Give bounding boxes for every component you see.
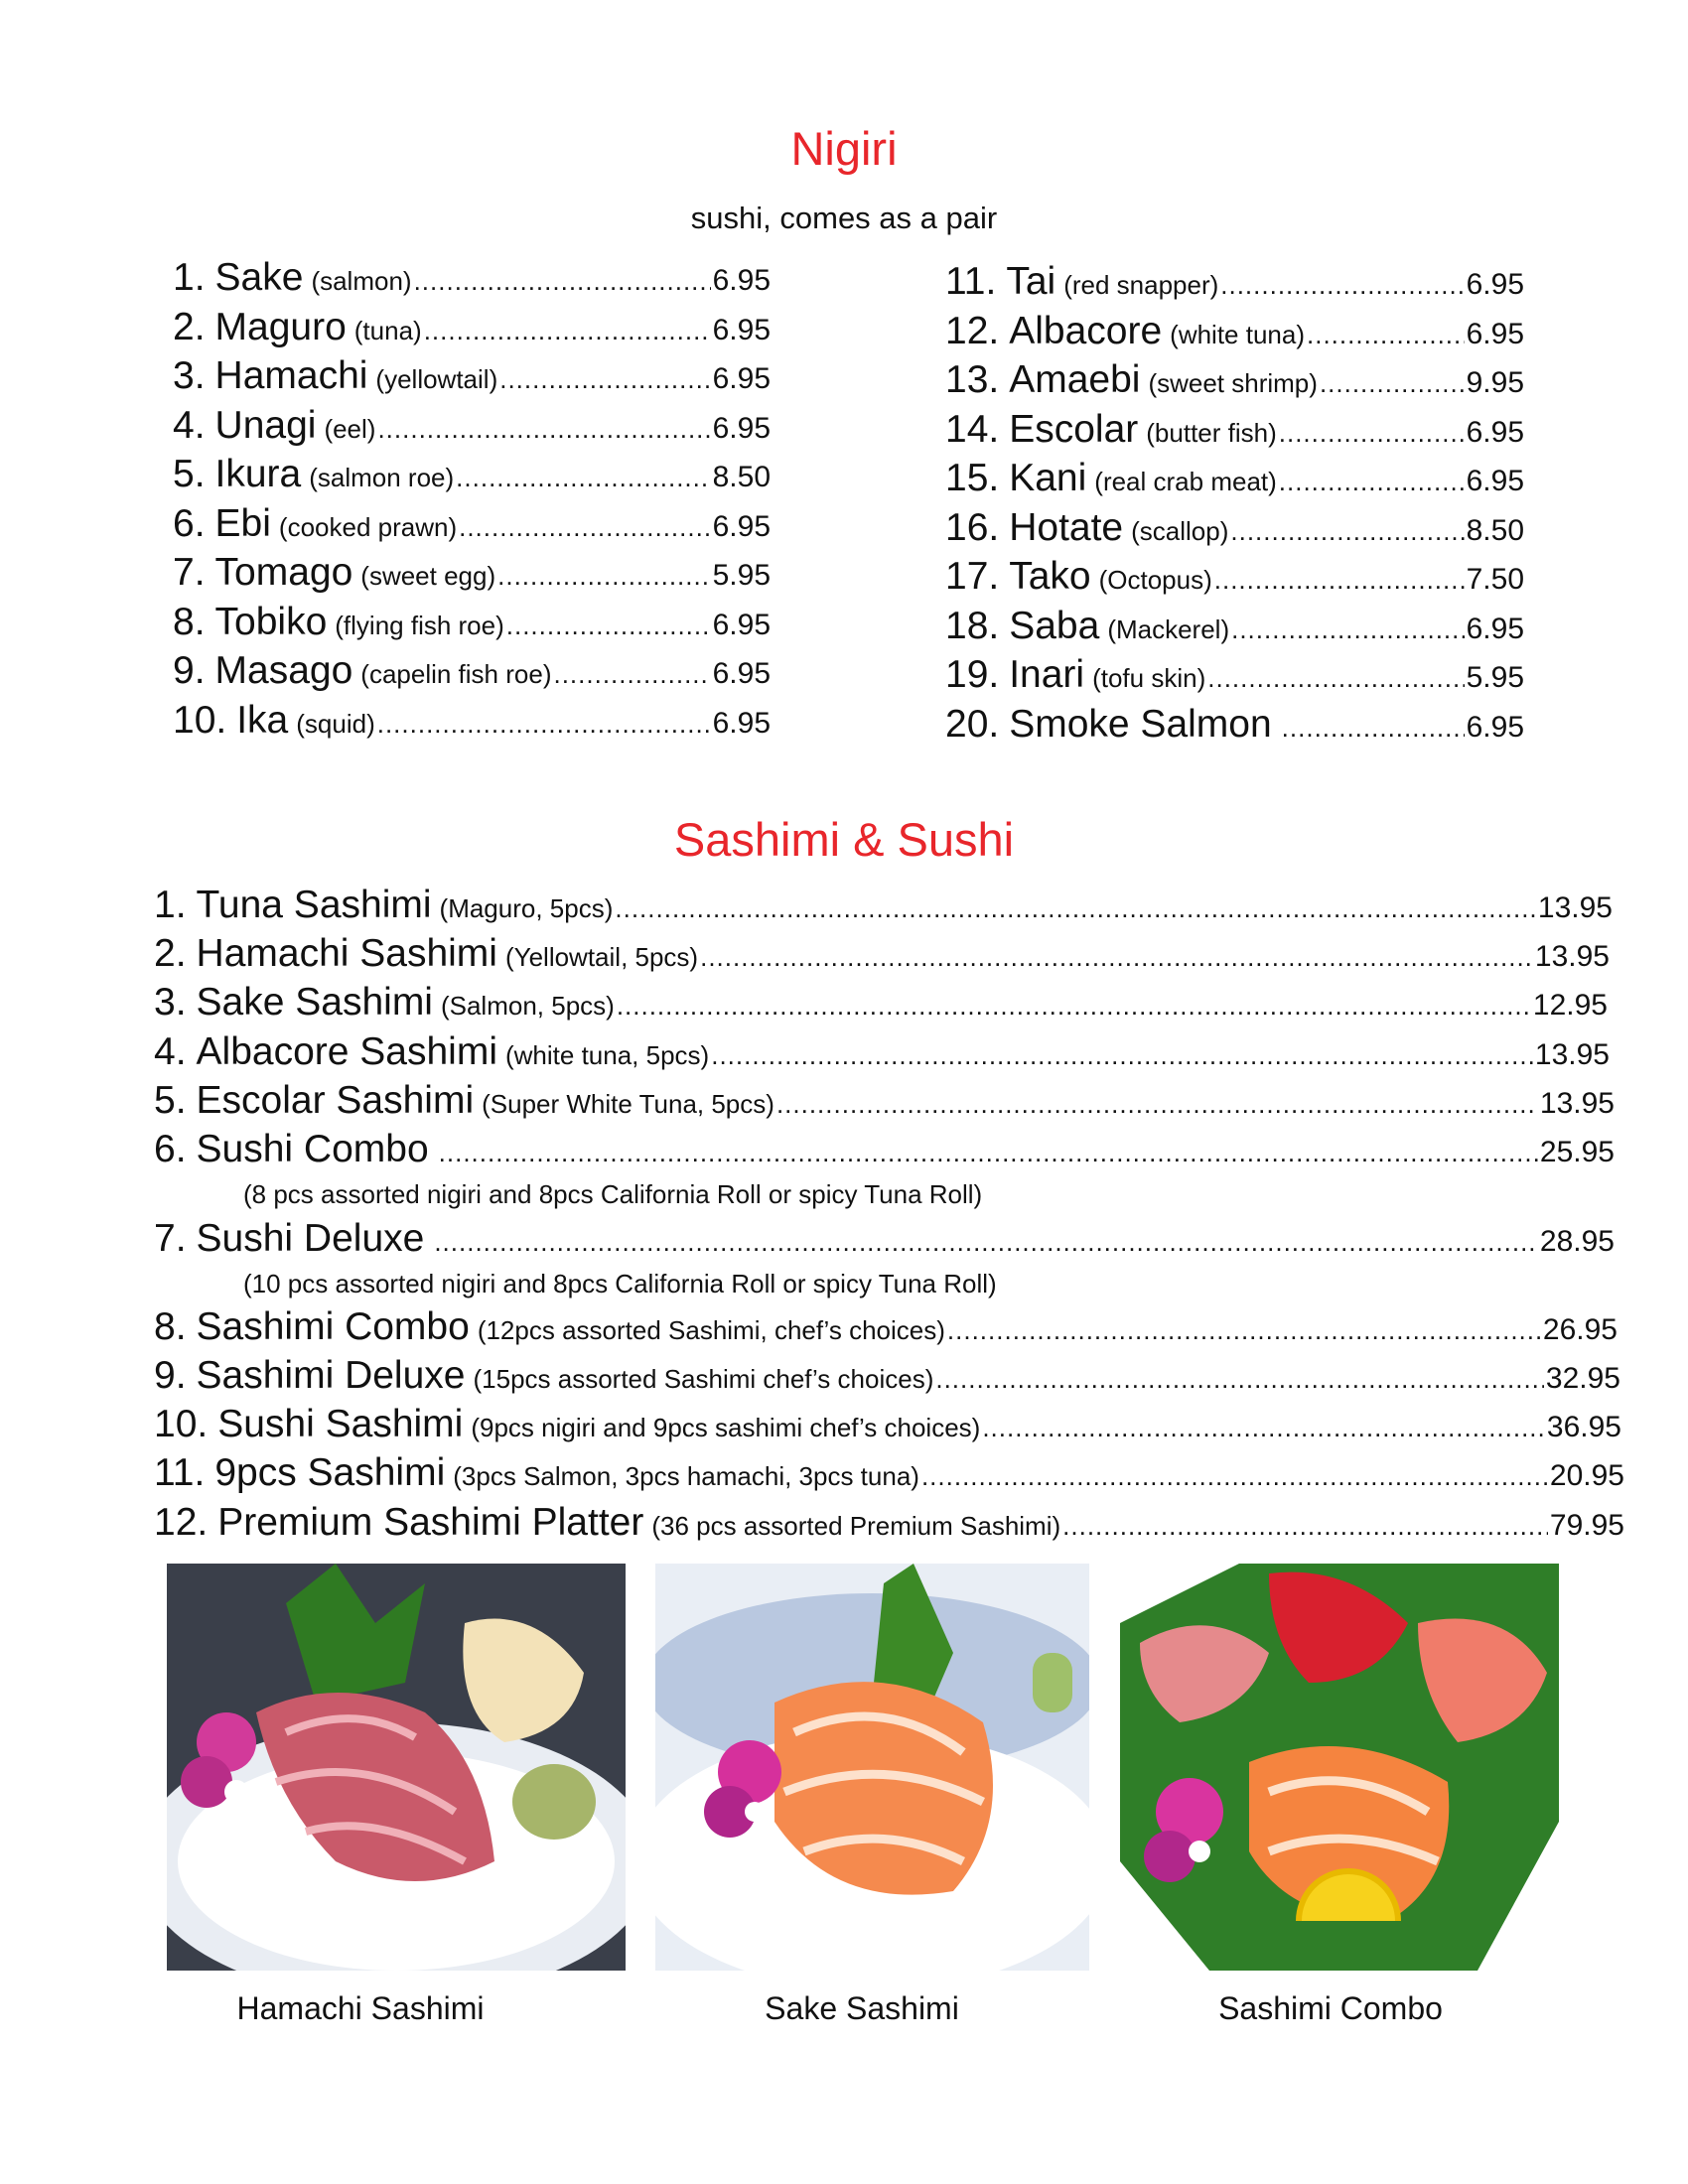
item-description: (eel) xyxy=(324,413,376,444)
nigiri-menu-item xyxy=(945,457,1524,500)
item-price: 13.95 xyxy=(1539,1087,1615,1120)
dot-leader xyxy=(1307,320,1465,350)
item-number: 5. xyxy=(154,1079,187,1122)
nigiri-menu-item xyxy=(945,310,1524,353)
dot-leader xyxy=(617,991,1531,1022)
item-description: (real crab meat) xyxy=(1094,467,1277,496)
dot-leader xyxy=(1062,1511,1548,1542)
item-number: 8. xyxy=(154,1305,187,1348)
item-name: Sake Sashimi xyxy=(196,981,433,1024)
item-name: Premium Sashimi Platter xyxy=(217,1501,644,1544)
item-price: 6.95 xyxy=(712,313,771,346)
item-name: Sake xyxy=(214,256,304,299)
nigiri-subtitle: sushi, comes as a pair xyxy=(690,201,998,235)
item-description: (yellowtail) xyxy=(375,364,498,394)
item-description: (scallop) xyxy=(1131,515,1229,546)
item-description: (butter fish) xyxy=(1146,417,1277,448)
item-description: (flying fish roe) xyxy=(335,610,504,640)
item-price: 6.95 xyxy=(712,362,771,395)
item-name: Amaebi xyxy=(1009,358,1141,401)
dot-leader xyxy=(700,942,1533,973)
sashimi-combo-photo xyxy=(1120,1564,1559,1971)
dot-leader xyxy=(921,1461,1548,1492)
item-number: 15. xyxy=(945,457,1000,499)
dot-leader xyxy=(424,316,711,346)
item-name: Sushi Deluxe xyxy=(196,1217,425,1260)
dot-leader xyxy=(456,463,710,493)
item-price: 79.95 xyxy=(1549,1509,1624,1542)
dot-leader xyxy=(1231,614,1465,645)
item-name: Escolar Sashimi xyxy=(196,1079,475,1122)
dot-leader xyxy=(711,1040,1533,1071)
item-price: 13.95 xyxy=(1537,891,1613,924)
item-description: (capelin fish roe) xyxy=(360,659,552,689)
item-number: 8. xyxy=(173,600,206,643)
item-description: (Yellowtail, 5pcs) xyxy=(504,942,699,972)
item-number: 7. xyxy=(173,551,206,594)
item-number: 17. xyxy=(945,555,1000,598)
item-price: 6.95 xyxy=(1466,612,1524,645)
item-price: 12.95 xyxy=(1532,989,1608,1022)
dot-leader xyxy=(434,1227,1538,1258)
item-number: 6. xyxy=(173,501,206,545)
item-number: 7. xyxy=(154,1217,187,1260)
item-note: (8 pcs assorted nigiri and 8pcs California Roll or spicy Tuna Roll) xyxy=(243,1179,983,1209)
nigiri-menu-item xyxy=(945,260,1524,304)
dot-leader xyxy=(1320,368,1465,399)
item-name: Tobiko xyxy=(214,600,328,643)
item-description: (Octopus) xyxy=(1098,565,1212,595)
item-price: 6.95 xyxy=(712,657,771,690)
item-description: (Super White Tuna, 5pcs) xyxy=(482,1089,774,1119)
item-name: Tai xyxy=(1006,260,1056,303)
item-price: 5.95 xyxy=(1466,661,1524,694)
item-name: Sashimi Combo xyxy=(196,1305,470,1348)
item-description: (12pcs assorted Sashimi, chef’s choices) xyxy=(477,1315,945,1345)
nigiri-menu-item xyxy=(173,699,771,743)
nigiri-menu-item xyxy=(173,601,771,644)
sashimi-menu-item xyxy=(154,1217,1615,1261)
item-description: (3pcs Salmon, 3pcs hamachi, 3pcs tuna) xyxy=(453,1461,919,1491)
item-name: Kani xyxy=(1009,457,1087,499)
item-number: 19. xyxy=(945,653,1000,696)
nigiri-menu-item xyxy=(945,358,1524,402)
item-price: 6.95 xyxy=(1466,415,1524,449)
nigiri-menu-item xyxy=(173,453,771,496)
sashimi-menu-item xyxy=(154,1128,1615,1171)
item-price: 6.95 xyxy=(1466,317,1524,350)
nigiri-menu-item xyxy=(945,653,1524,697)
item-price: 6.95 xyxy=(712,264,771,297)
item-price: 20.95 xyxy=(1549,1459,1624,1492)
item-name: Unagi xyxy=(214,403,317,447)
item-name: Hamachi xyxy=(214,354,368,397)
item-price: 25.95 xyxy=(1539,1136,1615,1168)
item-name: Sashimi Deluxe xyxy=(196,1354,466,1397)
item-price: 8.50 xyxy=(712,461,771,493)
item-price: 26.95 xyxy=(1542,1313,1618,1346)
item-number: 6. xyxy=(154,1128,187,1170)
item-description: (salmon) xyxy=(311,266,412,296)
dot-leader xyxy=(1282,713,1465,744)
item-number: 11. xyxy=(945,260,997,303)
item-number: 3. xyxy=(154,981,187,1024)
item-price: 6.95 xyxy=(1466,710,1524,744)
item-number: 12. xyxy=(154,1501,209,1544)
dot-leader xyxy=(439,1138,1538,1168)
dot-leader xyxy=(1214,565,1465,596)
item-number: 11. xyxy=(154,1451,206,1494)
dot-leader xyxy=(377,414,710,445)
item-price: 6.95 xyxy=(712,411,771,445)
item-number: 2. xyxy=(173,305,206,348)
item-price: 7.50 xyxy=(1466,563,1524,596)
item-name: 9pcs Sashimi xyxy=(214,1451,446,1494)
dot-leader xyxy=(497,561,710,592)
item-number: 16. xyxy=(945,505,1000,549)
item-name: Tako xyxy=(1009,555,1091,598)
item-number: 2. xyxy=(154,932,187,975)
item-price: 13.95 xyxy=(1534,940,1610,973)
dot-leader xyxy=(776,1089,1538,1120)
sashimi-menu-item xyxy=(154,1354,1620,1398)
nigiri-menu-item xyxy=(173,354,771,398)
item-description: (36 pcs assorted Premium Sashimi) xyxy=(651,1511,1061,1541)
item-description: (Salmon, 5pcs) xyxy=(440,991,615,1021)
item-number: 3. xyxy=(173,354,206,397)
item-number: 20. xyxy=(945,702,1000,746)
item-description: (red snapper) xyxy=(1063,270,1219,300)
hamachi-sashimi-caption: Hamachi Sashimi xyxy=(236,1990,485,2026)
nigiri-menu-item xyxy=(173,649,771,693)
sashimi-title: Sashimi & Sushi xyxy=(673,813,1015,866)
item-number: 1. xyxy=(173,256,206,299)
dot-leader xyxy=(615,893,1536,924)
sashimi-combo-caption: Sashimi Combo xyxy=(1218,1990,1443,2026)
item-description: (Maguro, 5pcs) xyxy=(439,893,614,923)
nigiri-menu-item xyxy=(173,256,771,300)
item-number: 1. xyxy=(154,884,187,926)
item-description: (tofu skin) xyxy=(1092,663,1206,693)
nigiri-menu-item xyxy=(945,605,1524,648)
item-description: (Mackerel) xyxy=(1107,614,1230,644)
item-name: Ebi xyxy=(214,501,271,545)
item-name: Masago xyxy=(214,649,353,692)
item-price: 6.95 xyxy=(1466,268,1524,301)
item-price: 36.95 xyxy=(1546,1411,1621,1443)
item-price: 13.95 xyxy=(1534,1038,1610,1071)
sashimi-menu-item xyxy=(154,884,1613,927)
nigiri-menu-item xyxy=(173,404,771,448)
item-price: 32.95 xyxy=(1545,1362,1620,1395)
sashimi-menu-item xyxy=(154,1501,1624,1545)
item-price: 6.95 xyxy=(712,608,771,641)
nigiri-menu-item xyxy=(173,502,771,546)
sake-sashimi-photo xyxy=(655,1564,1089,1971)
item-number: 13. xyxy=(945,358,1000,401)
item-name: Sushi Sashimi xyxy=(217,1403,464,1445)
item-price: 6.95 xyxy=(712,706,771,740)
item-price: 28.95 xyxy=(1539,1225,1615,1258)
nigiri-menu-item xyxy=(945,408,1524,452)
item-price: 6.95 xyxy=(1466,465,1524,497)
nigiri-menu-item xyxy=(945,506,1524,550)
item-name: Inari xyxy=(1009,653,1085,696)
item-description: (salmon roe) xyxy=(309,463,455,492)
dot-leader xyxy=(1279,418,1465,449)
dot-leader xyxy=(947,1315,1541,1346)
item-number: 10. xyxy=(173,698,227,742)
dot-leader xyxy=(506,611,711,641)
sashimi-menu-item xyxy=(154,932,1610,976)
item-name: Ika xyxy=(236,698,289,742)
dot-leader xyxy=(1220,270,1464,301)
item-price: 5.95 xyxy=(712,559,771,592)
item-number: 18. xyxy=(945,604,1000,647)
item-number: 5. xyxy=(173,453,206,495)
item-description: (white tuna, 5pcs) xyxy=(505,1040,710,1070)
item-name: Albacore xyxy=(1009,309,1163,352)
item-number: 4. xyxy=(154,1030,187,1073)
item-price: 8.50 xyxy=(1466,513,1524,547)
dot-leader xyxy=(553,659,710,690)
sashimi-menu-item xyxy=(154,1451,1624,1495)
item-name: Tuna Sashimi xyxy=(196,884,432,926)
item-price: 9.95 xyxy=(1466,366,1524,399)
item-name: Albacore Sashimi xyxy=(196,1030,497,1073)
item-name: Maguro xyxy=(214,305,347,348)
nigiri-title: Nigiri xyxy=(790,122,898,175)
dot-leader xyxy=(1207,663,1464,694)
item-name: Ikura xyxy=(214,453,302,495)
sashimi-menu-item xyxy=(154,981,1608,1024)
dot-leader xyxy=(459,512,711,543)
item-name: Escolar xyxy=(1009,407,1139,451)
nigiri-menu-item xyxy=(945,555,1524,599)
item-price: 6.95 xyxy=(712,509,771,543)
hamachi-sashimi-photo xyxy=(167,1564,626,1971)
sashimi-menu-item xyxy=(154,1403,1621,1446)
item-description: (sweet shrimp) xyxy=(1148,368,1318,398)
item-note: (10 pcs assorted nigiri and 8pcs California Roll or spicy Tuna Roll) xyxy=(243,1269,997,1298)
item-name: Saba xyxy=(1009,604,1100,647)
item-number: 9. xyxy=(154,1354,187,1397)
nigiri-menu-item xyxy=(173,551,771,595)
item-number: 9. xyxy=(173,649,206,692)
item-name: Tomago xyxy=(214,551,353,594)
item-description: (sweet egg) xyxy=(360,561,496,591)
item-description: (squid) xyxy=(296,708,375,739)
sake-sashimi-caption: Sake Sashimi xyxy=(765,1990,959,2026)
sashimi-menu-item xyxy=(154,1030,1610,1074)
sashimi-menu-item xyxy=(154,1079,1615,1123)
item-number: 10. xyxy=(154,1403,209,1445)
dot-leader xyxy=(1279,467,1465,497)
item-name: Hotate xyxy=(1009,505,1124,549)
item-description: (white tuna) xyxy=(1170,319,1305,349)
dot-leader xyxy=(499,364,710,395)
dot-leader xyxy=(1230,516,1464,547)
dot-leader xyxy=(414,266,711,297)
dot-leader xyxy=(982,1413,1545,1443)
item-description: (cooked prawn) xyxy=(278,511,458,542)
item-name: Smoke Salmon xyxy=(1009,702,1272,746)
item-description: (tuna) xyxy=(353,315,422,345)
item-number: 4. xyxy=(173,403,206,447)
item-name: Sushi Combo xyxy=(196,1128,429,1170)
item-description: (9pcs nigiri and 9pcs sashimi chef’s choices) xyxy=(471,1413,981,1442)
sashimi-menu-item xyxy=(154,1305,1618,1349)
dot-leader xyxy=(377,709,711,740)
item-number: 14. xyxy=(945,407,1000,451)
item-description: (15pcs assorted Sashimi chef’s choices) xyxy=(473,1364,934,1394)
nigiri-menu-item xyxy=(173,306,771,349)
nigiri-menu-item xyxy=(945,703,1524,747)
dot-leader xyxy=(935,1364,1544,1395)
item-number: 12. xyxy=(945,309,1000,352)
item-name: Hamachi Sashimi xyxy=(196,932,497,975)
